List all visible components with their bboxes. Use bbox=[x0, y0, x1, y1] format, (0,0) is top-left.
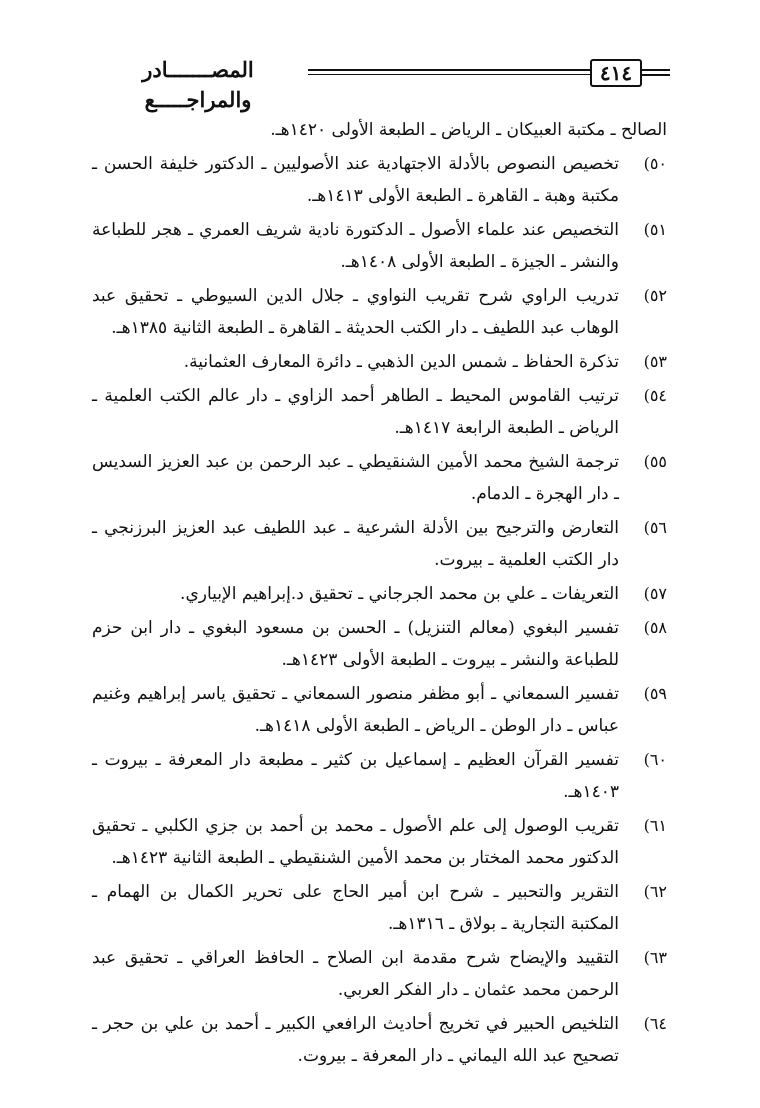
entry-number: ٥٨) bbox=[643, 618, 667, 637]
list-item bbox=[92, 744, 667, 808]
page-header bbox=[88, 55, 670, 112]
entry-number: ٥٩) bbox=[643, 684, 667, 703]
list-item bbox=[92, 678, 667, 742]
entry-number: ٥٧) bbox=[643, 584, 667, 603]
entry-text: التعريفات ـ علي بن محمد الجرجاني ـ تحقيق د.إبراهيم الإبياري. bbox=[180, 584, 619, 604]
entry-number: ٥٥) bbox=[643, 452, 667, 471]
entry-number: ٦٢) bbox=[643, 882, 667, 901]
entry-text: التقرير والتحبير ـ شرح ابن أمير الحاج على تحرير الكمال بن الهمام ـ المكتبة التجارية ـ بولاق ـ ١٣١٦هـ. bbox=[92, 882, 619, 934]
list-item bbox=[92, 578, 667, 610]
entry-number: ٥٤) bbox=[643, 386, 667, 405]
entry-number: ٥٠) bbox=[643, 154, 667, 173]
running-title: المصـــــــادر والمراجـــــع bbox=[88, 55, 308, 115]
entry-text: التخصيص عند علماء الأصول ـ الدكتورة نادية شريف العمري ـ هجر للطباعة والنشر ـ الجيزة ـ الطبعة الأولى ١٤٠٨هـ. bbox=[92, 220, 619, 272]
page-number: ٤١٤ bbox=[590, 59, 642, 87]
entry-text: تقريب الوصول إلى علم الأصول ـ محمد بن أحمد بن جزي الكلبي ـ تحقيق الدكتور محمد المختار بن محمد الأمين الشنقيطي ـ الطبعة الثانية ١٤٢٣هـ. bbox=[92, 816, 619, 868]
entry-text: تفسير القرآن العظيم ـ إسماعيل بن كثير ـ مطبعة دار المعرفة ـ بيروت ـ ١٤٠٣هـ. bbox=[92, 750, 619, 802]
list-item bbox=[92, 1008, 667, 1072]
list-item bbox=[92, 148, 667, 212]
list-item bbox=[92, 446, 667, 510]
list-item bbox=[92, 380, 667, 444]
header-rule-right bbox=[642, 69, 670, 76]
list-item bbox=[92, 942, 667, 1006]
entry-text: تدريب الراوي شرح تقريب النواوي ـ جلال الدين السيوطي ـ تحقيق عبد الوهاب عبد اللطيف ـ دار الكتب الحديثة ـ القاهرة ـ الطبعة الثانية ١٣٨٥هـ. bbox=[92, 286, 619, 338]
entry-text: التقييد والإيضاح شرح مقدمة ابن الصلاح ـ الحافظ العراقي ـ تحقيق عبد الرحمن محمد عثمان ـ دار الفكر العربي. bbox=[92, 948, 619, 1000]
list-item bbox=[92, 280, 667, 344]
entry-text: تفسير السمعاني ـ أبو مظفر منصور السمعاني ـ تحقيق ياسر إبراهيم وغنيم عباس ـ دار الوطن ـ الرياض ـ الطبعة الأولى ١٤١٨هـ. bbox=[92, 684, 619, 736]
entry-text: التعارض والترجيح بين الأدلة الشرعية ـ عبد اللطيف عبد العزيز البرزنجي ـ دار الكتب العلمية ـ بيروت. bbox=[92, 518, 619, 570]
entry-number: ٥٢) bbox=[643, 286, 667, 305]
header-rule bbox=[288, 69, 590, 75]
list-item bbox=[92, 876, 667, 940]
entry-text: تخصيص النصوص بالأدلة الاجتهادية عند الأصوليين ـ الدكتور خليفة الحسن ـ مكتبة وهبة ـ القاهرة ـ الطبعة الأولى ١٤١٣هـ. bbox=[92, 154, 619, 206]
list-item bbox=[92, 214, 667, 278]
entry-number: ٥٦) bbox=[643, 518, 667, 537]
entry-text: تذكرة الحفاظ ـ شمس الدين الذهبي ـ دائرة المعارف العثمانية. bbox=[183, 352, 619, 372]
entry-text: التلخيص الحبير في تخريج أحاديث الرافعي الكبير ـ أحمد بن علي بن حجر ـ تصحيح عبد الله اليماني ـ دار المعرفة ـ بيروت. bbox=[92, 1014, 619, 1066]
list-item bbox=[92, 346, 667, 378]
entry-text: ترتيب القاموس المحيط ـ الطاهر أحمد الزاوي ـ دار عالم الكتب العلمية ـ الرياض ـ الطبعة الرابعة ١٤١٧هـ. bbox=[92, 386, 619, 438]
entry-text: ترجمة الشيخ محمد الأمين الشنقيطي ـ عبد الرحمن بن عبد العزيز السديس ـ دار الهجرة ـ الدمام. bbox=[92, 452, 619, 504]
entry-number: ٥٣) bbox=[643, 352, 667, 371]
list-item bbox=[92, 512, 667, 576]
entry-number: ٦٤) bbox=[643, 1014, 667, 1033]
list-item bbox=[92, 114, 667, 146]
entry-text: تفسير البغوي (معالم التنزيل) ـ الحسن بن مسعود البغوي ـ دار ابن حزم للطباعة والنشر ـ بيروت ـ الطبعة الأولى ١٤٢٣هـ. bbox=[92, 618, 619, 670]
entry-number: ٦٠) bbox=[643, 750, 667, 769]
entry-text: الصالح ـ مكتبة العبيكان ـ الرياض ـ الطبعة الأولى ١٤٢٠هـ. bbox=[270, 120, 667, 140]
entry-number: ٦٣) bbox=[643, 948, 667, 967]
entry-number: ٦١) bbox=[643, 816, 667, 835]
list-item bbox=[92, 612, 667, 676]
bibliography-list bbox=[92, 114, 667, 1074]
list-item bbox=[92, 810, 667, 874]
entry-number: ٥١) bbox=[643, 220, 667, 239]
